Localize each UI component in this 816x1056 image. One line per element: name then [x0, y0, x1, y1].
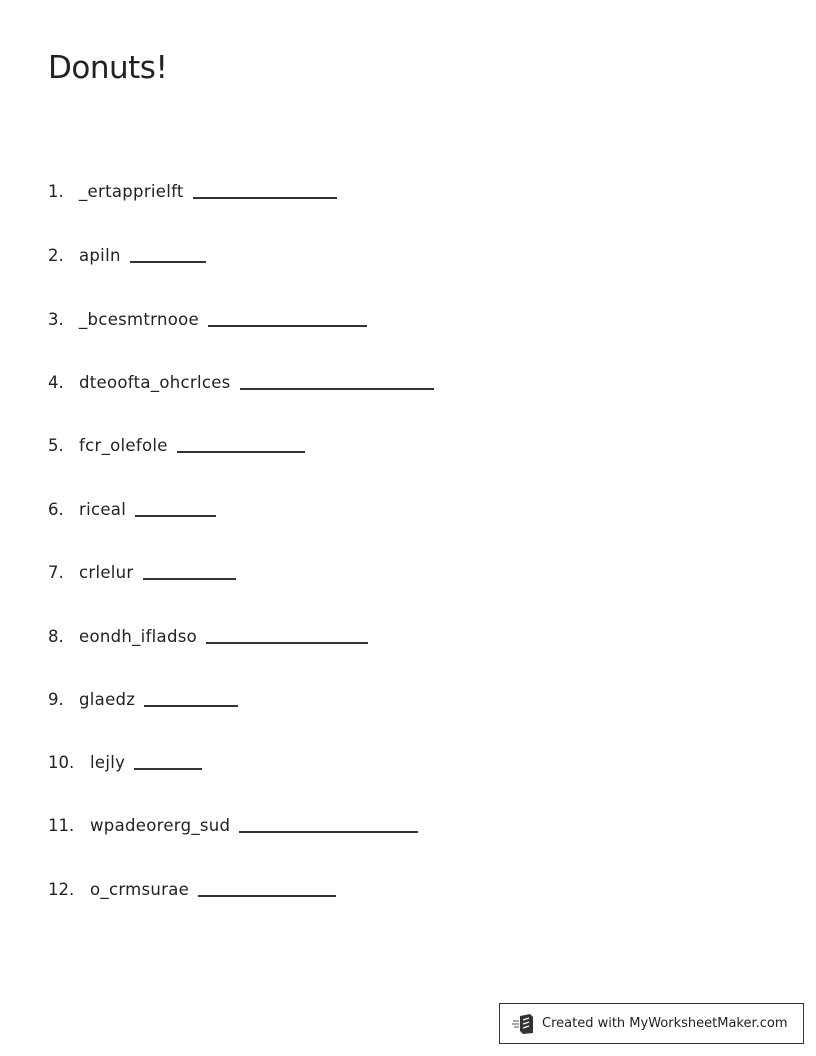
worksheet-logo-icon [512, 1013, 536, 1035]
list-item [48, 431, 305, 455]
list-item [48, 748, 202, 772]
item-number: 7. [48, 563, 64, 582]
scrambled-word: _bcesmtrnooe [79, 310, 199, 329]
answer-blank[interactable] [206, 642, 368, 644]
list-item [48, 177, 337, 201]
scrambled-word: lejly [90, 753, 126, 772]
answer-blank[interactable] [193, 197, 337, 199]
answer-blank[interactable] [177, 451, 305, 453]
item-number: 11. [48, 816, 75, 835]
item-number: 2. [48, 246, 64, 265]
scrambled-word: dteoofta_ohcrlces [79, 373, 231, 392]
list-item [48, 241, 206, 265]
answer-blank[interactable] [239, 831, 418, 833]
list-item [48, 305, 367, 329]
answer-blank[interactable] [240, 388, 434, 390]
list-item [48, 495, 216, 519]
item-number: 8. [48, 627, 64, 646]
list-item [48, 685, 238, 709]
answer-blank[interactable] [198, 895, 336, 897]
list-item [48, 875, 336, 899]
page-title: Donuts! [48, 50, 168, 86]
item-number: 12. [48, 880, 75, 899]
scrambled-word: glaedz [79, 690, 136, 709]
item-number: 5. [48, 436, 64, 455]
item-number: 1. [48, 182, 64, 201]
scrambled-word: riceal [79, 500, 127, 519]
item-number: 6. [48, 500, 64, 519]
list-item [48, 368, 434, 392]
scrambled-word: crlelur [79, 563, 134, 582]
item-number: 4. [48, 373, 64, 392]
footer-credit[interactable] [499, 1003, 804, 1044]
answer-blank[interactable] [208, 325, 367, 327]
list-item [48, 558, 236, 582]
list-item [48, 811, 418, 835]
footer-text: Created with MyWorksheetMaker.com [542, 1016, 788, 1031]
item-number: 10. [48, 753, 75, 772]
answer-blank[interactable] [143, 578, 236, 580]
scrambled-word: _ertapprielft [79, 182, 184, 201]
list-item [48, 622, 368, 646]
answer-blank[interactable] [130, 261, 206, 263]
answer-blank[interactable] [135, 515, 216, 517]
answer-blank[interactable] [134, 768, 202, 770]
answer-blank[interactable] [144, 705, 238, 707]
scrambled-word: eondh_ifladso [79, 627, 198, 646]
item-number: 9. [48, 690, 64, 709]
scrambled-word: fcr_olefole [79, 436, 168, 455]
item-number: 3. [48, 310, 64, 329]
scrambled-word: apiln [79, 246, 121, 265]
scrambled-word: o_crmsurae [90, 880, 190, 899]
scrambled-word: wpadeorerg_sud [90, 816, 231, 835]
